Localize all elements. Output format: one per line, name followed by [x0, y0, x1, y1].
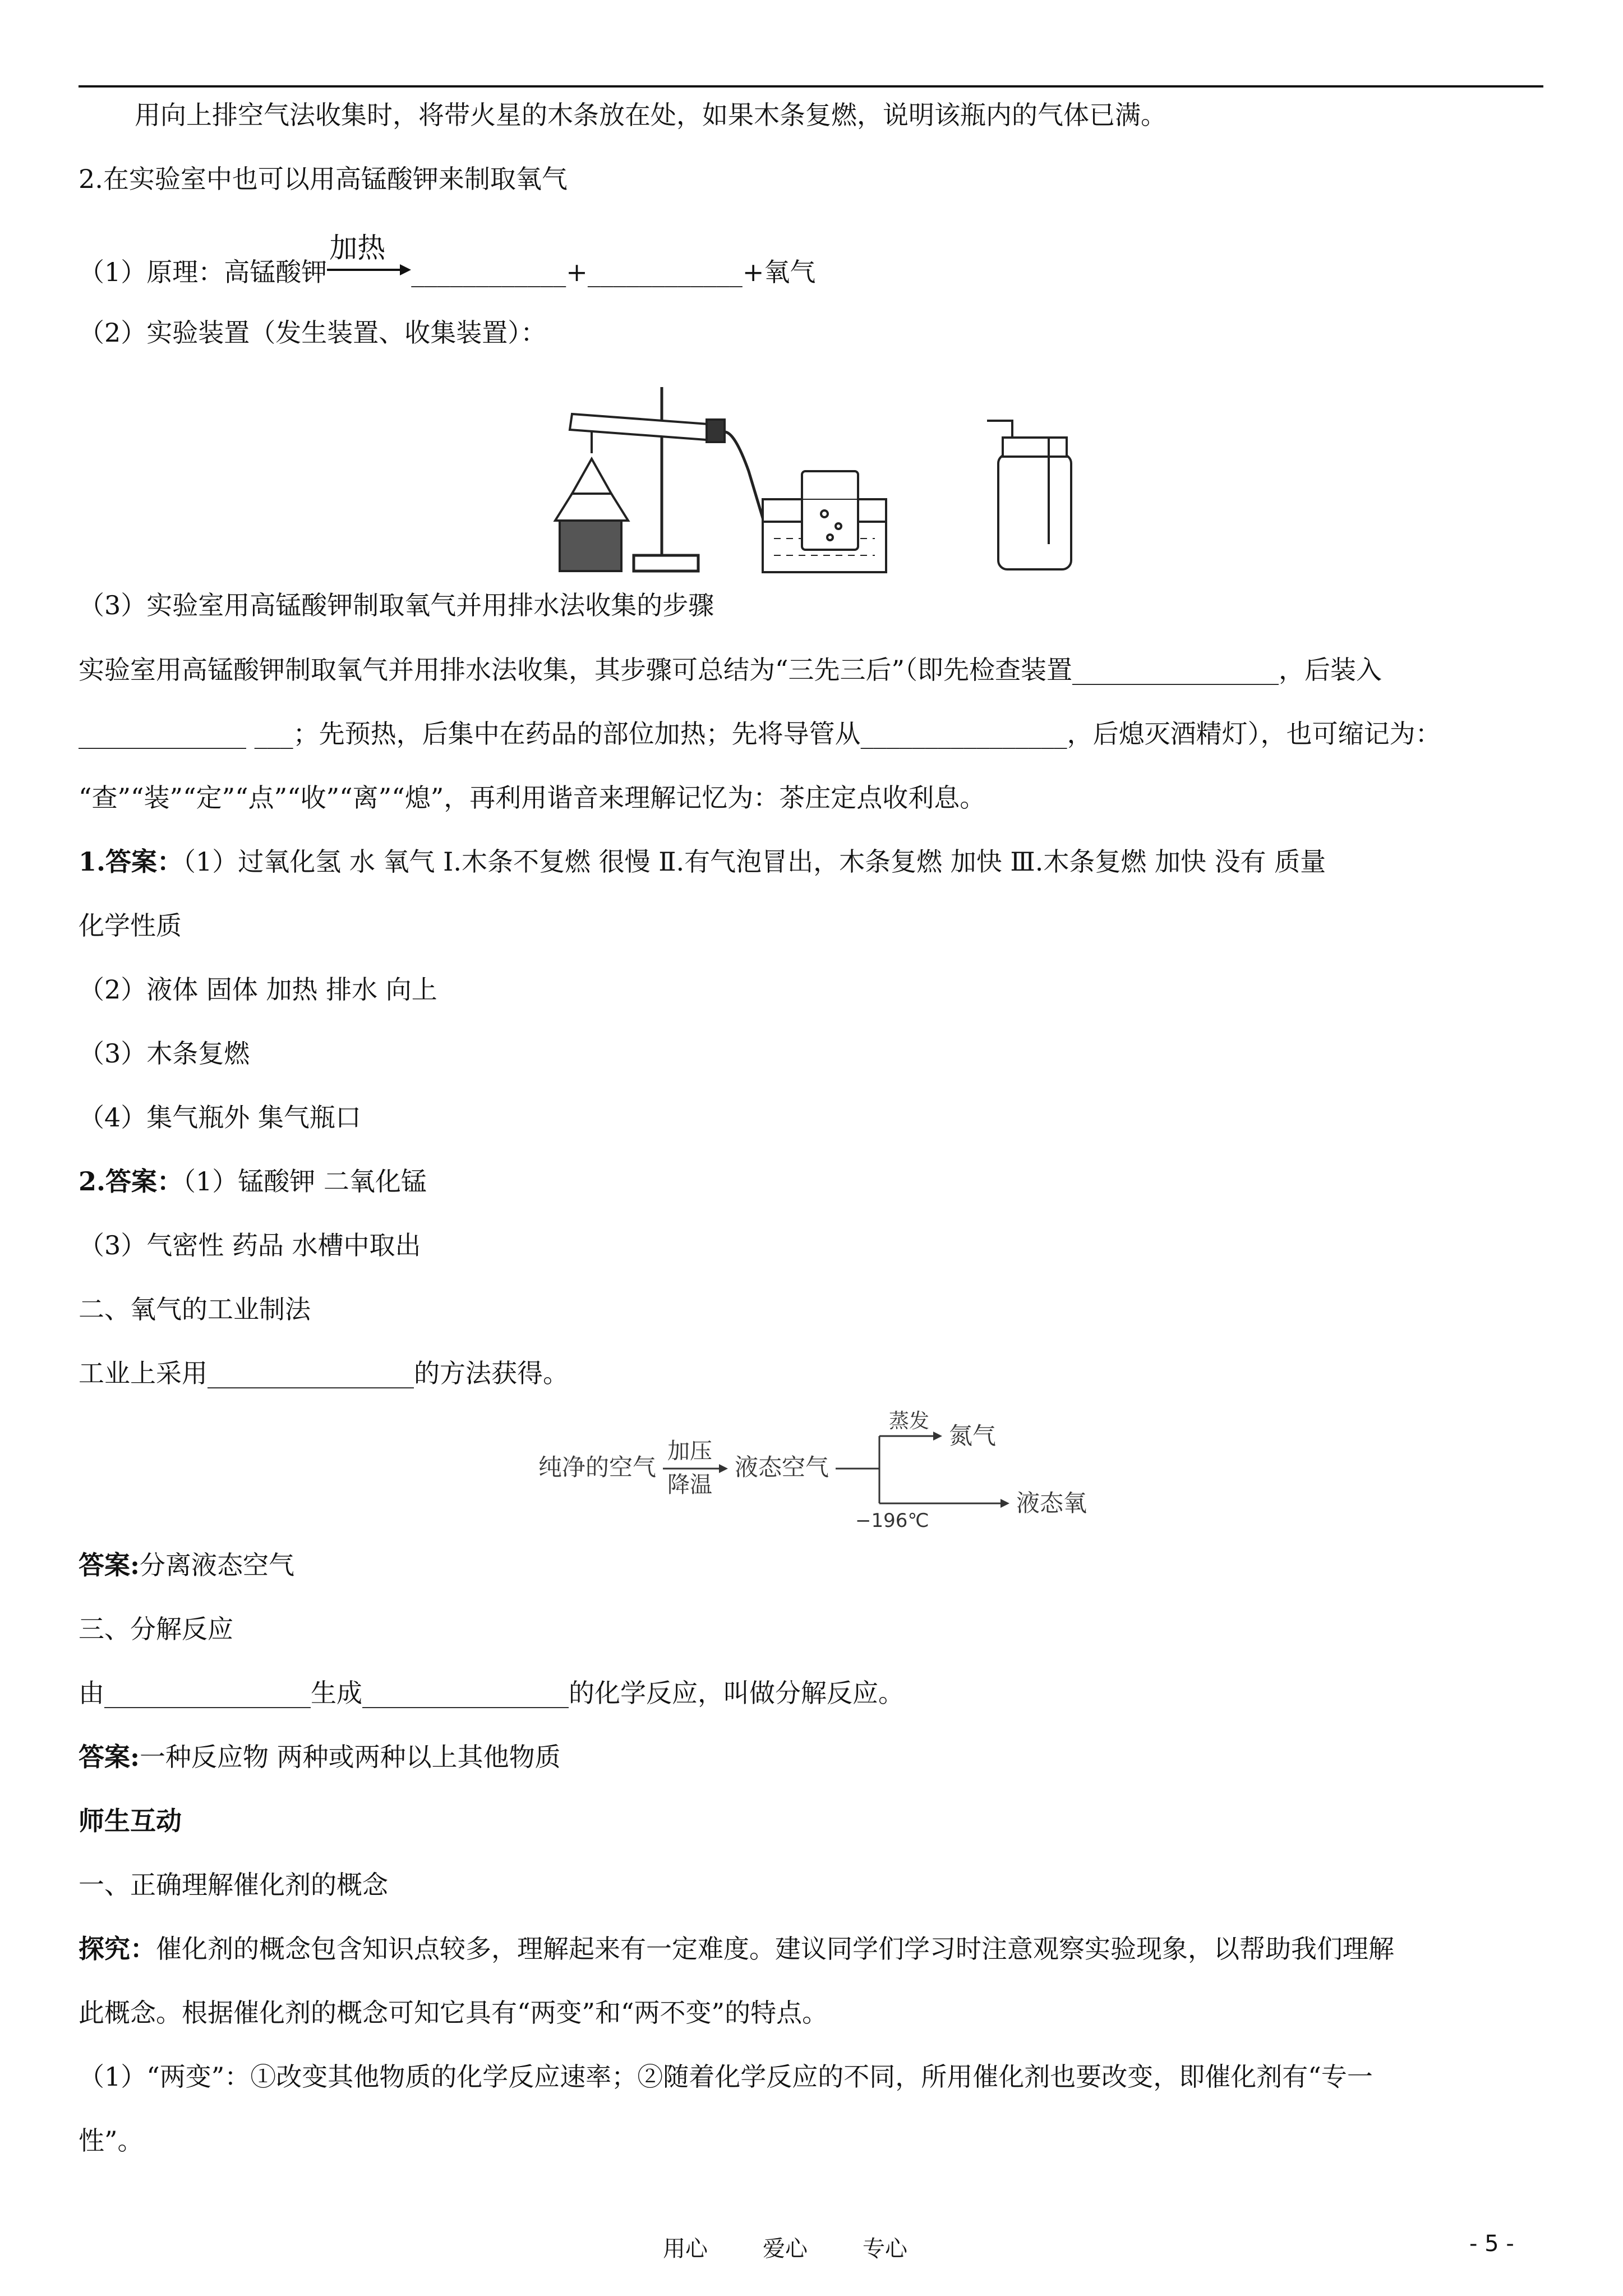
text-line: 实验室用高锰酸钾制取氧气并用排水法收集，其步骤可总结为“三先三后”（即先检查装置________________，后装入 — [79, 655, 1382, 685]
reaction-arrow — [327, 232, 411, 286]
answer-line — [79, 844, 1326, 879]
arrow-condition: 加热 — [329, 232, 386, 264]
explore-text: 催化剂的概念包含知识点较多，理解起来有一定难度。建议同学们学习时注意观察实验现象，以帮助我们理解 — [156, 1934, 1394, 1964]
principle-label: （1）原理：高锰酸钾 — [79, 257, 328, 287]
text-line: （2）实验装置（发生装置、收集装置）： — [79, 318, 547, 348]
text-line: 此概念。根据催化剂的概念可知它具有“两变”和“两不变”的特点。 — [79, 1998, 828, 2028]
flow-branch1-cond: 蒸发 — [889, 1410, 930, 1433]
explore-line — [79, 1931, 1394, 1966]
collecting-bottle — [802, 471, 858, 550]
section-heading: 三、分解反应 — [79, 1614, 233, 1644]
text-line: 性”。 — [79, 2125, 144, 2156]
principle-line — [79, 232, 816, 289]
answer-text: （1）锰酸钾 二氧化锰 — [183, 1166, 427, 1197]
answer-text: 分离液态空气 — [139, 1550, 294, 1580]
answer-text: （1）过氧化氢 水 氧气 Ⅰ.木条不复燃 很慢 Ⅱ.有气泡冒出，木条复燃 加快 Ⅲ.木条复燃 加快 没有 质量 — [183, 846, 1326, 877]
text-line: （3）实验室用高锰酸钾制取氧气并用排水法收集的步骤 — [79, 590, 714, 620]
answer-line — [79, 1740, 561, 1774]
flow-cond-top: 加压 — [667, 1438, 712, 1464]
text-line: 用向上排空气法收集时，将带火星的木条放在处，如果木条复燃，说明该瓶内的气体已满。 — [135, 100, 1166, 130]
page-number: - 5 - — [1469, 2231, 1514, 2257]
flow-start: 纯净的空气 — [538, 1453, 657, 1481]
arrow-icon — [327, 263, 411, 286]
air-separation-flow — [533, 1402, 1094, 1537]
section-heading: 一、正确理解催化剂的概念 — [79, 1870, 388, 1900]
text-line: （3）木条复燃 — [79, 1038, 250, 1069]
answer-text: 一种反应物 两种或两种以上其他物质 — [139, 1742, 561, 1772]
answer-label: 1.答案： — [79, 846, 183, 877]
footer-motto-2: 爱心 — [763, 2236, 808, 2262]
text-line: 工业上采用________________的方法获得。 — [79, 1358, 569, 1388]
text-line: （4）集气瓶外 集气瓶口 — [79, 1102, 361, 1133]
section-heading: 二、氧气的工业制法 — [79, 1294, 311, 1324]
text-line: （1）“两变”：①改变其他物质的化学反应速率；②随着化学反应的不同，所用催化剂也要改变，即催化剂有“专一 — [79, 2062, 1373, 2092]
answer-label: 答案: — [79, 1742, 140, 1772]
section-heading: 师生互动 — [79, 1806, 182, 1836]
footer-motto-1: 用心 — [663, 2236, 708, 2262]
text-line: _____________ ___；先预热，后集中在药品的部位加热；先将导管从________________，后熄灭酒精灯），也可缩记为： — [79, 719, 1441, 749]
flow-mid: 液态空气 — [735, 1453, 829, 1481]
text-line: （2）液体 固体 加热 排水 向上 — [79, 974, 437, 1005]
answer-label: 答案: — [79, 1550, 140, 1580]
iron-stand — [634, 387, 698, 571]
text-line: “查”“装”“定”“点”“收”“离”“熄”，再利用谐音来理解记忆为：茶庄定点收利息。 — [79, 783, 986, 813]
alcohol-lamp-stand — [555, 421, 628, 571]
answer-line — [79, 1548, 294, 1582]
footer-motto-3: 专心 — [863, 2236, 907, 2262]
header-rule — [79, 85, 1543, 88]
answer-line — [79, 1164, 427, 1199]
test-tube — [570, 414, 725, 442]
text-line: 由________________生成________________的化学反应，叫做分解反应。 — [79, 1678, 904, 1708]
apparatus-figure — [550, 387, 1088, 578]
explore-label: 探究： — [79, 1934, 156, 1964]
flow-cond-bottom: 降温 — [667, 1472, 712, 1498]
flow-branch2-cond: −196℃ — [855, 1510, 929, 1532]
text-line: 化学性质 — [79, 910, 182, 941]
flow-branch1-out: 氮气 — [949, 1422, 997, 1450]
gas-bottle — [987, 421, 1071, 569]
text-line: 2.在实验室中也可以用高锰酸钾来制取氧气 — [79, 164, 568, 194]
principle-blanks: ____________+____________+氧气 — [411, 257, 816, 287]
answer-label: 2.答案： — [79, 1166, 183, 1197]
flow-branch2-out: 液态氧 — [1016, 1489, 1087, 1517]
text-line: （3）气密性 药品 水槽中取出 — [79, 1230, 421, 1260]
